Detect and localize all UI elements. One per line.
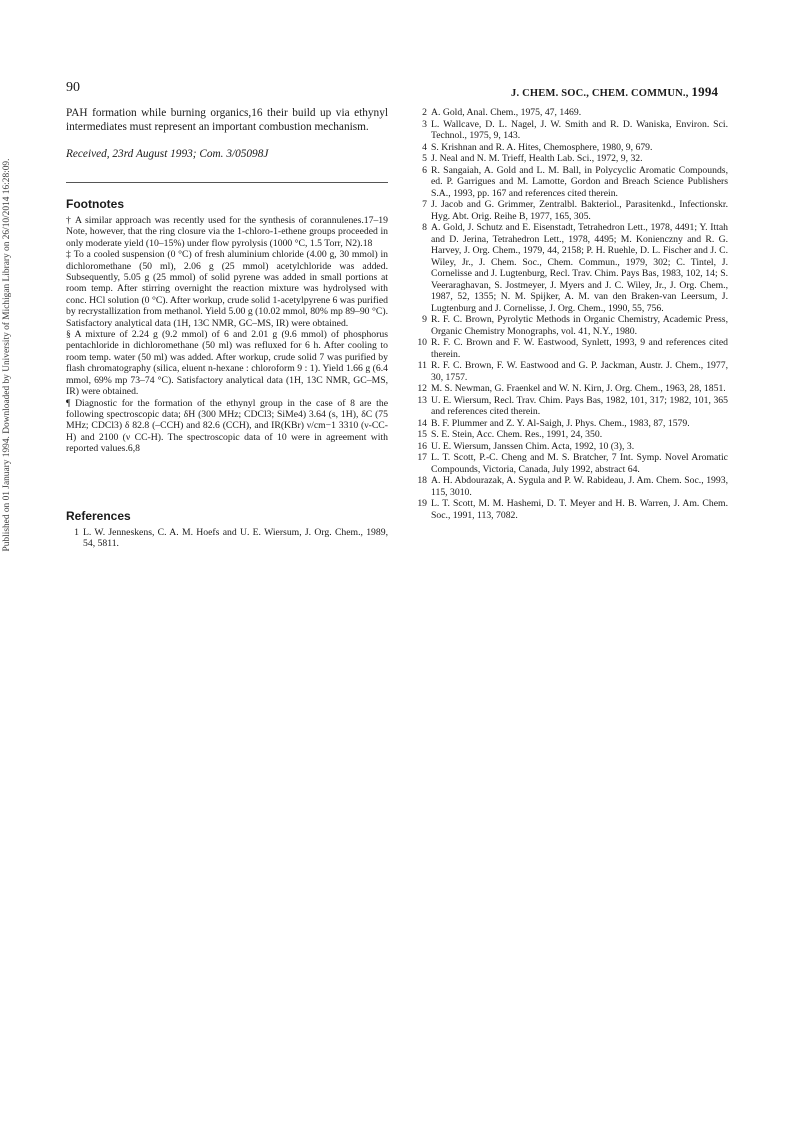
- reference-number: 6: [422, 164, 427, 176]
- reference-item: [414, 452, 728, 475]
- reference-text: L. W. Jenneskens, C. A. M. Hoefs and U. E. Wiersum, J. Org. Chem., 1989, 54, 5811.: [83, 526, 388, 549]
- reference-text: A. Gold, Anal. Chem., 1975, 47, 1469.: [431, 107, 582, 118]
- reference-number: 15: [417, 429, 427, 440]
- reference-item: [414, 337, 728, 360]
- reference-item: [414, 441, 728, 453]
- reference-number: 1: [74, 526, 79, 538]
- reference-number: 3: [422, 118, 427, 130]
- reference-item: [414, 107, 728, 119]
- reference-text: R. F. C. Brown, Pyrolytic Methods in Organic Chemistry, Academic Press, Organic Chemistry Monographs, vol. 41, N.Y., 1980.: [431, 314, 728, 337]
- reference-text: M. S. Newman, G. Fraenkel and W. N. Kirn, J. Org. Chem., 1963, 28, 1851.: [431, 383, 726, 394]
- reference-item: [414, 429, 728, 441]
- reference-number: 4: [422, 141, 427, 153]
- reference-text: L. T. Scott, M. M. Hashemi, D. T. Meyer and H. B. Warren, J. Am. Chem. Soc., 1991, 113, 7082.: [431, 498, 728, 521]
- reference-number: 5: [422, 153, 427, 164]
- reference-text: B. F. Plummer and Z. Y. Al-Saigh, J. Phys. Chem., 1983, 87, 1579.: [431, 417, 690, 429]
- journal-title: J. CHEM. SOC., CHEM. COMMUN.,: [511, 88, 689, 99]
- reference-text: U. E. Wiersum, Janssen Chim. Acta, 1992, 10 (3), 3.: [431, 440, 635, 452]
- reference-text: L. T. Scott, P.-C. Cheng and M. S. Bratcher, 7 Int. Symp. Novel Aromatic Compounds, Victoria, Canada, July 1992, abstract 64.: [431, 452, 728, 475]
- reference-number: 7: [422, 199, 427, 210]
- divider-rule: [66, 182, 388, 183]
- reference-number: 11: [417, 360, 427, 371]
- reference-number: 18: [417, 475, 427, 486]
- footnotes-heading: Footnotes: [66, 197, 124, 211]
- reference-text: R. F. C. Brown and F. W. Eastwood, Synlett, 1993, 9 and references cited therein.: [431, 337, 728, 360]
- reference-item: [414, 395, 728, 418]
- reference-text: J. Neal and N. M. Trieff, Health Lab. Sci., 1972, 9, 32.: [431, 153, 643, 164]
- left-column: [66, 107, 388, 549]
- reference-number: 8: [422, 222, 427, 233]
- reference-number: 14: [417, 417, 427, 429]
- publication-side-note: [2, 30, 16, 680]
- footnote: ‡ To a cooled suspension (0 °C) of fresh aluminium chloride (4.00 g, 30 mmol) in dichloromethane (50 ml), 2.06 g (25 mmol) acetylchloride was added. Subsequently, 5.05 g (25 mmol) of solid pyrene was added in small portions at room temp. After stirring overnight the reaction mixture was hydrolysed with conc. HCl solution (0 °C). After workup, crude solid 1-acetylpyrene 6 was purified by recrystallization from methanol. Yield 5.00 g (10.02 mmol, 80% mp 89–90 °C). Satisfactory analytical data (1H, 13C NMR, GC–MS, IR) were obtained.: [66, 249, 388, 329]
- reference-number: 12: [417, 383, 427, 394]
- right-column: [414, 107, 728, 521]
- journal-year: 1994: [691, 84, 719, 99]
- reference-item: [414, 165, 728, 200]
- reference-text: J. Jacob and G. Grimmer, Zentralbl. Bakteriol., Parasitenkd., Infectionskr. Hyg. Abt. Orig. Reihe B, 1977, 165, 305.: [431, 199, 728, 222]
- footnote: † A similar approach was recently used for the synthesis of corannulenes.17–19 Note, however, that the ring closure via the 1-chloro-1-ethene groups proceeded in only moderate yield (10–15%) under flow pyrolysis (1000 °C, 1.5 Torr, N2).18: [66, 215, 388, 249]
- reference-number: 17: [417, 452, 427, 463]
- reference-text: A. Gold, J. Schutz and E. Eisenstadt, Tetrahedron Lett., 1978, 4491; Y. Ittah and D. Jerina, Tetrahedron Lett., 1978, 4495; M. Konienczny and R. G. Harvey, J. Org. Chem., 1979, 44, 2158; P. H. Ruehle, D. L. Fischer and J. C. Wiley, Jr., J. Chem. Soc., Chem. Commun., 1979, 302; C. Tintel, J. Cornelisse and J. Lugtenburg, Recl. Trav. Chim. Pays Bas, 1983, 102, 14; S. Veeraraghavan, S. Jostmeyer, J. Myers and J. C. Wiley, Jr., J. Org. Chem., 1987, 52, 1355; N. M. Spijker, A. M. van den Braken-van Leersum, J. Lugtenburg and J. Cornelisse, J. Org. Chem., 1990, 55, 756.: [431, 222, 728, 314]
- reference-number: 2: [422, 107, 427, 118]
- received-line: Received, 23rd August 1993; Com. 3/05098J: [66, 148, 269, 160]
- journal-header: [511, 84, 718, 100]
- reference-text: R. Sangaiah, A. Gold and L. M. Ball, in Polycyclic Aromatic Compounds, ed. P. Garrigues and M. Lamotte, Gordon and Breach Science Publishers S.A., 1993, pp. 167 and references cited therein.: [431, 164, 728, 199]
- reference-item: [414, 475, 728, 498]
- reference-item: [414, 360, 728, 383]
- reference-item: [414, 142, 728, 154]
- reference-text: A. H. Abdourazak, A. Sygula and P. W. Rabideau, J. Am. Chem. Soc., 1993, 115, 3010.: [431, 475, 728, 498]
- reference-item: [66, 527, 388, 550]
- reference-item: [414, 153, 728, 165]
- reference-item: [414, 119, 728, 142]
- reference-text: L. Wallcave, D. L. Nagel, J. W. Smith and R. D. Waniska, Environ. Sci. Technol., 1975, 9, 143.: [431, 118, 728, 141]
- references-heading: References: [66, 508, 131, 523]
- reference-text: S. Krishnan and R. A. Hites, Chemosphere, 1980, 9, 679.: [431, 141, 653, 153]
- reference-item: [414, 498, 728, 521]
- footnote: ¶ Diagnostic for the formation of the ethynyl group in the case of 8 are the following spectroscopic data; δH (300 MHz; CDCl3; SiMe4) 3.64 (s, 1H), δC (75 MHz; CDCl3) δ 82.8 (–CCH) and 82.6 (CCH), and IR(KBr) ν/cm−1 3310 (ν-CC-H) and 2100 (ν CC-H). The spectroscopic data of 10 were in agreement with reported values.6,8: [66, 397, 388, 455]
- reference-number: 19: [417, 498, 427, 509]
- page-number: 90: [66, 80, 80, 95]
- reference-item: [414, 199, 728, 222]
- reference-item: [414, 314, 728, 337]
- reference-text: R. F. C. Brown, F. W. Eastwood and G. P. Jackman, Austr. J. Chem., 1977, 30, 1757.: [431, 360, 728, 383]
- reference-item: [414, 418, 728, 430]
- reference-text: S. E. Stein, Acc. Chem. Res., 1991, 24, 350.: [431, 429, 603, 440]
- body-paragraph: PAH formation while burning organics,16 their build up via ethynyl intermediates must represent an important combustion mechanism.: [66, 107, 388, 133]
- reference-number: 9: [422, 314, 427, 325]
- reference-number: 10: [417, 337, 427, 348]
- reference-number: 16: [417, 440, 427, 452]
- reference-item: [414, 222, 728, 314]
- reference-number: 13: [417, 394, 427, 406]
- footnote: § A mixture of 2.24 g (9.2 mmol) of 6 and 2.01 g (9.6 mmol) of phosphorus pentachloride in dichloromethane (50 ml) was refluxed for 6 h. After cooling to room temp. water (50 ml) was added. After workup, crude solid 7 was purified by flash chromatography (silica, eluent n-hexane : chloroform 9 : 1). Yield 1.66 g (6.4 mmol, 69% mp 73–74 °C). Satisfactory analytical data (1H, 13C NMR, GC–MS, IR) were obtained.: [66, 329, 388, 398]
- reference-text: U. E. Wiersum, Recl. Trav. Chim. Pays Bas, 1982, 101, 317; 1982, 101, 365 and references cited therein.: [431, 394, 728, 417]
- reference-item: [414, 383, 728, 395]
- side-note-text: Published on 01 January 1994. Downloaded by University of Michigan Library on 26/10/2014 16:28:09.: [2, 158, 12, 552]
